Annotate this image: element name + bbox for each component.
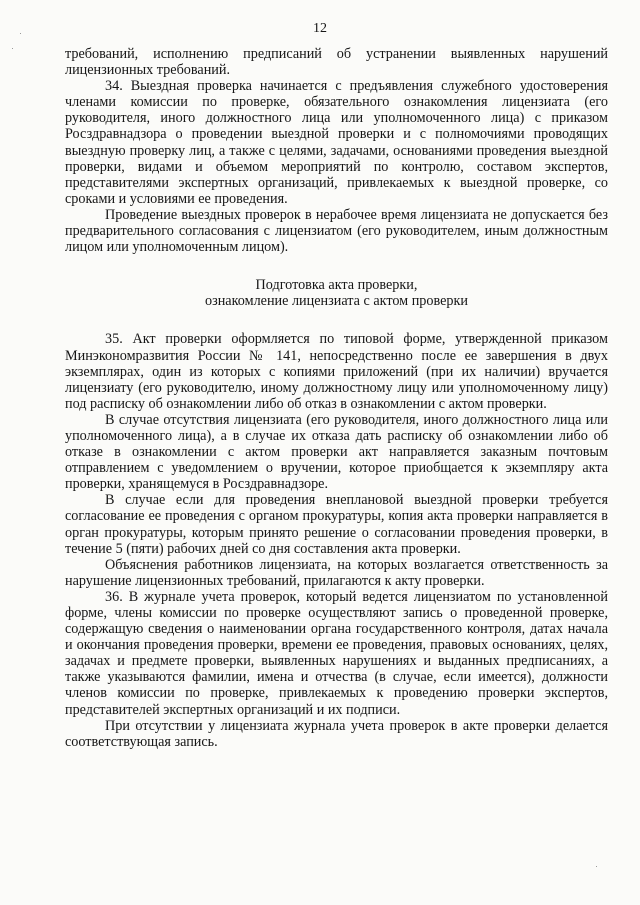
scan-speck xyxy=(20,33,21,34)
paragraph: Проведение выездных проверок в нерабочее время лицензиата не допускается без предварительного согласования с лицензиатом (его руководителем, иным должностным лицом или уполномоченным лицом). xyxy=(65,206,608,256)
scan-speck xyxy=(12,48,13,49)
section-heading xyxy=(65,277,608,309)
paragraph: 34. Выездная проверка начинается с предъявления служебного удостоверения членами комиссии по проверке, обязательного ознакомления лицензиата (его руководителя, иного должностного лица или уполномоченного лица) с приказом Росздравнадзора о проведении выездной проверки и с полномочиями проводящих выездную проверку лиц, а также с целями, задачами, основаниями проведения выездной проверки, видами и объемом мероприятий по контролю, составом экспертов, представителями экспертных организаций, привлекаемых к выездной проверке, со сроками и условиями ее проведения. xyxy=(65,78,608,207)
paragraph: При отсутствии у лицензиата журнала учета проверок в акте проверки делается соответствующая запись. xyxy=(65,717,608,750)
paragraph: 36. В журнале учета проверок, который ведется лицензиатом по установленной форме, члены комиссии по проверке осуществляют запись о проведенной проверке, содержащую сведения о наименовании органа государственного контроля, датах начала и окончания проведения проверки, времени ее проведения, правовых основаниях, целях, задачах и предмете проверки, выявленных нарушениях и выданных предписаниях, а также указываются фамилии, имена и отчества (в случае, если имеется), должности членов комиссии по проверке, привлекаемых к проведению проверки экспертов, представителей экспертных организаций и их подписи. xyxy=(65,588,608,718)
paragraph: требований, исполнению предписаний об устранении выявленных нарушений лицензионных требований. xyxy=(65,46,608,79)
paragraph: 35. Акт проверки оформляется по типовой форме, утвержденной приказом Минэкономразвития России № 141, непосредственно после ее завершения в двух экземплярах, один из которых с копиями приложений (при их наличии) вручается лицензиату (его руководителю, иному должностному лицу или уполномоченному лицу) под расписку об ознакомлении либо об отказ в ознакомлении с актом проверки. xyxy=(65,331,608,412)
section-heading-line-1: Подготовка акта проверки, xyxy=(255,277,418,294)
paragraph: В случае отсутствия лицензиата (его руководителя, иного должностного лица или уполномоченного лица), а в случае их отказа дать расписку об ознакомлении либо об отказе в ознакомлении с актом проверки акт направляется заказным почтовым отправлением с уведомлением о вручении, которое приобщается к экземпляру акта проверки, хранящемуся в Росздравнадзоре. xyxy=(65,411,608,493)
paragraph: Объяснения работников лицензиата, на которых возлагается ответственность за нарушение лицензионных требований, прилагаются к акту проверки. xyxy=(65,556,608,589)
paragraph: В случае если для проведения внеплановой выездной проверки требуется согласование ее проведения с органом прокуратуры, копия акта проверки направляется в орган прокуратуры, которым принято решение о согласовании проведения проверки, в течение 5 (пяти) рабочих дней со дня составления акта проверки. xyxy=(65,492,608,557)
scan-speck xyxy=(596,866,597,867)
section-heading-line-2: ознакомление лицензиата с актом проверки xyxy=(205,293,468,310)
page-number: 12 xyxy=(313,21,327,36)
document-body xyxy=(65,46,608,750)
